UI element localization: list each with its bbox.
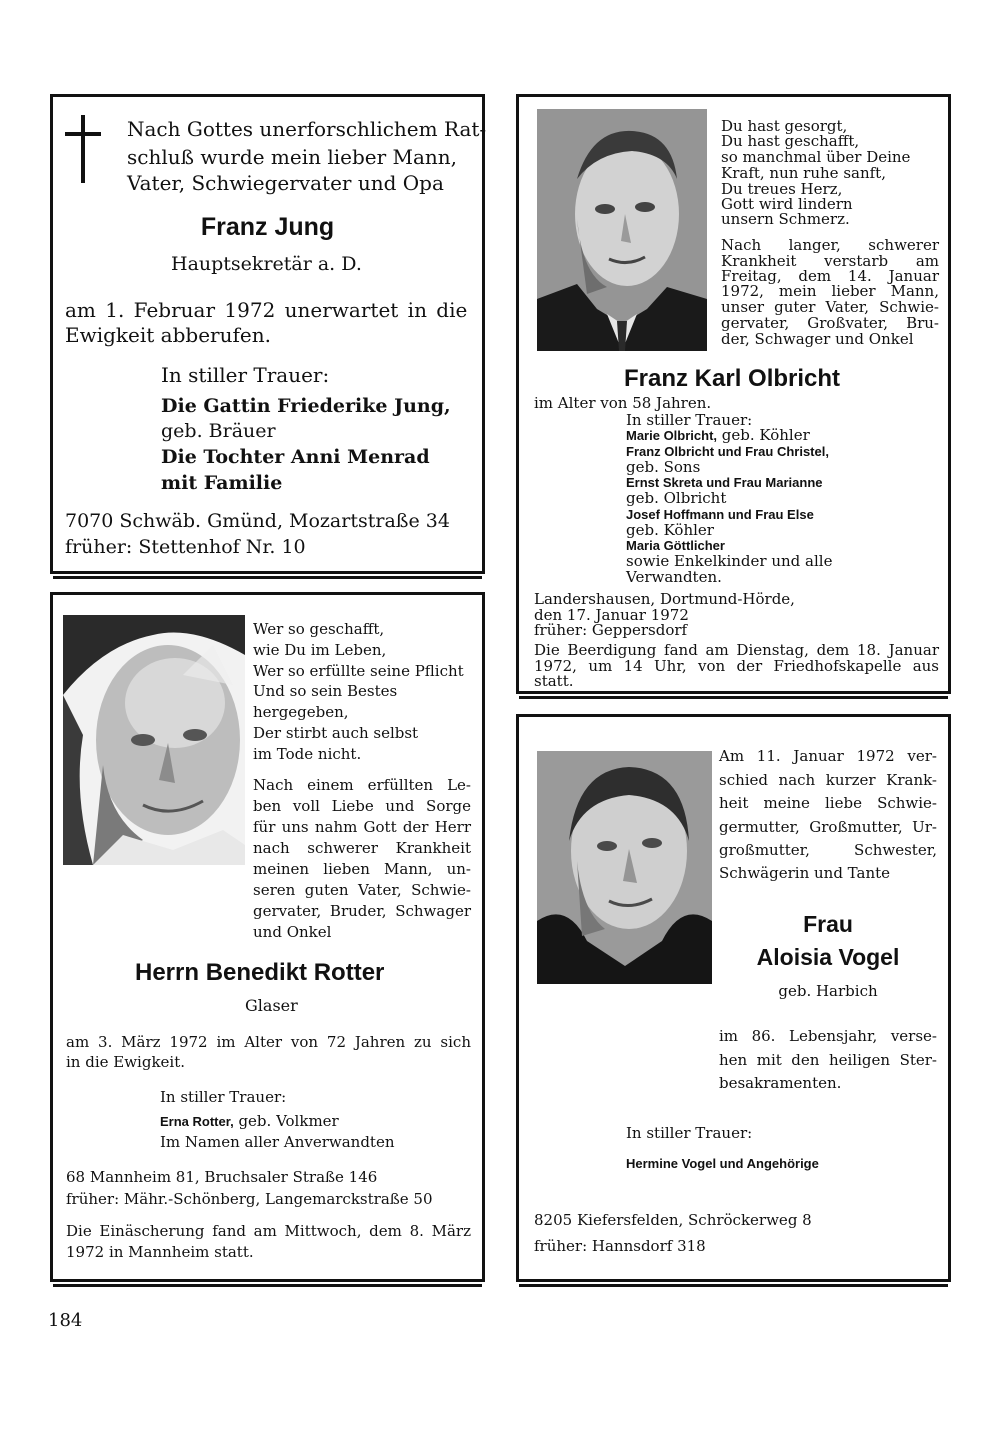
address-line: früher: Geppersdorf — [534, 621, 688, 639]
funeral-line: Die Beerdigung fand am Dienstag, dem 18. Januar — [534, 641, 939, 659]
poem-line: im Tode nicht. — [253, 745, 362, 763]
intro-line-1: Nach Gottes unerforschlichem Rat- — [127, 117, 487, 141]
mourner-line: geb. Sons — [626, 458, 701, 476]
poem-line: Gott wird lindern — [721, 195, 853, 213]
text-line: großmutter, Schwester, — [719, 841, 937, 859]
funeral-line: statt. — [534, 672, 574, 690]
text-line: Krankheit verstarb am — [721, 252, 939, 270]
date-line: am 3. März 1972 im Alter von 72 Jahren zu sich — [66, 1033, 471, 1051]
mourners: Hermine Vogel und Angehörige — [626, 1156, 819, 1171]
text-line: und Onkel — [253, 923, 332, 941]
deceased-title: Glaser — [245, 996, 298, 1015]
text2-line: im 86. Lebensjahr, verse- — [719, 1027, 937, 1045]
text2-line: besakramenten. — [719, 1074, 842, 1092]
poem-line: Du hast gesorgt, — [721, 117, 848, 135]
deceased-title: Hauptsekretär a. D. — [171, 253, 362, 275]
date-line-2: Ewigkeit abberufen. — [65, 323, 271, 347]
address-line: 8205 Kiefersfelden, Schröckerweg 8 — [534, 1211, 812, 1229]
deceased-name: Franz Jung — [200, 213, 335, 241]
intro-line-2: schluß wurde mein lieber Mann, — [127, 145, 458, 169]
portrait-photo — [537, 751, 712, 984]
text-line: Am 11. Januar 1972 ver- — [719, 747, 937, 765]
mourner-line: sowie Enkelkinder und alle — [626, 552, 833, 570]
portrait-photo — [63, 615, 245, 865]
mourner-line-1: Die Gattin Friederike Jung, — [161, 395, 451, 417]
mourner-line: geb. Olbricht — [626, 489, 727, 507]
address-line-1: 7070 Schwäb. Gmünd, Mozartstraße 34 — [65, 510, 450, 532]
poem-line: Du treues Herz, — [721, 180, 843, 198]
mourner-plain: geb. Volkmer — [233, 1112, 339, 1130]
intro-line-3: Vater, Schwiegervater und Opa — [127, 171, 444, 195]
text-line: Schwägerin und Tante — [719, 864, 891, 882]
mourner-line: Im Namen aller Anverwandten — [160, 1133, 395, 1151]
mourner-line: Franz Olbricht und Frau Christel, — [626, 444, 829, 459]
mourner-line-3: Die Tochter Anni Menrad — [161, 446, 430, 468]
text-line: gervater, Bruder, Schwager — [253, 902, 471, 920]
text-line: der, Schwager und Onkel — [721, 330, 914, 348]
text-line: Nach einem erfüllten Le- — [253, 776, 471, 794]
text-line: ben voll Liebe und Sorge — [253, 797, 471, 815]
mourner-plain: geb. Köhler — [717, 426, 810, 444]
mourning-label: In stiller Trauer: — [160, 1088, 287, 1106]
text-line: schied nach kurzer Krank- — [719, 771, 937, 789]
poem-line: hergegeben, — [253, 703, 349, 721]
text-line: heit meine liebe Schwie- — [719, 794, 937, 812]
mourner-bold: Marie Olbricht, — [626, 428, 718, 443]
text-line: nach schwerer Krankheit — [253, 839, 471, 857]
mourner-line — [626, 428, 810, 443]
address-line-2: früher: Stettenhof Nr. 10 — [65, 536, 306, 558]
text-line: germutter, Großmutter, Ur- — [719, 818, 937, 836]
mourner-line — [160, 1114, 339, 1129]
poem-line: Du hast geschafft, — [721, 132, 860, 150]
mourner-bold: Erna Rotter, — [160, 1114, 234, 1129]
mourner-line: Maria Göttlicher — [626, 538, 725, 553]
address-line: Landershausen, Dortmund-Hörde, — [534, 590, 795, 608]
deceased-name: Herrn Benedikt Rotter — [135, 959, 385, 986]
mourner-line-2: geb. Bräuer — [161, 420, 276, 442]
notice-franz-karl-olbricht — [516, 94, 951, 694]
mourner-line: geb. Köhler — [626, 521, 714, 539]
text-line: gervater, Großvater, Bru- — [721, 314, 939, 332]
address-line: früher: Hannsdorf 318 — [534, 1237, 706, 1255]
page-number: 184 — [48, 1310, 83, 1331]
notice-aloisia-vogel — [516, 714, 951, 1282]
mourner-line-4: mit Familie — [161, 472, 283, 494]
address-line: 68 Mannheim 81, Bruchsaler Straße 146 — [66, 1168, 378, 1186]
deceased-name: Aloisia Vogel — [756, 944, 900, 970]
text-line: meinen lieben Mann, un- — [253, 860, 471, 878]
cremation-line: Die Einäscherung fand am Mittwoch, dem 8. März — [66, 1222, 471, 1240]
text-line: 1972, mein lieber Mann, — [721, 282, 939, 300]
age-line: im Alter von 58 Jahren. — [534, 394, 712, 412]
deceased-name: Franz Karl Olbricht — [624, 365, 841, 392]
salutation: Frau — [803, 911, 853, 937]
poem-line: so manchmal über Deine — [721, 148, 911, 166]
poem-line: wie Du im Leben, — [253, 641, 387, 659]
poem-line: Wer so erfüllte seine Pflicht — [253, 662, 464, 680]
mourning-label: In stiller Trauer: — [161, 363, 330, 387]
date-line: in die Ewigkeit. — [66, 1053, 186, 1071]
poem-line: Und so sein Bestes — [253, 682, 398, 700]
poem-line: unsern Schmerz. — [721, 210, 850, 228]
mourner-line: Josef Hoffmann und Frau Else — [626, 507, 814, 522]
maiden-name: geb. Harbich — [778, 982, 878, 1000]
poem-line: Wer so geschafft, — [253, 620, 385, 638]
poem-line: Kraft, nun ruhe sanft, — [721, 164, 886, 182]
cross-icon — [65, 115, 101, 183]
text-line: für uns nahm Gott der Herr — [253, 818, 471, 836]
funeral-line: 1972, um 14 Uhr, von der Friedhofskapelle aus — [534, 657, 939, 675]
text-line: Nach langer, schwerer — [721, 236, 939, 254]
text-line: Freitag, dem 14. Januar — [721, 267, 939, 285]
mourner-line: Verwandten. — [626, 568, 722, 586]
date-line-1: am 1. Februar 1972 unerwartet in die — [65, 298, 468, 322]
address-line: den 17. Januar 1972 — [534, 606, 689, 624]
mourning-label: In stiller Trauer: — [626, 411, 753, 429]
portrait-photo — [537, 109, 707, 351]
mourning-label: In stiller Trauer: — [626, 1124, 753, 1142]
cremation-line: 1972 in Mannheim statt. — [66, 1243, 254, 1261]
text2-line: hen mit den heiligen Ster- — [719, 1051, 937, 1069]
text-line: unser guter Vater, Schwie- — [721, 298, 939, 316]
notice-benedikt-rotter — [50, 592, 485, 1282]
notice-franz-jung — [50, 94, 485, 574]
text-line: seren guten Vater, Schwie- — [253, 881, 471, 899]
address-line: früher: Mähr.-Schönberg, Langemarckstraße 50 — [66, 1190, 433, 1208]
mourner-line: Ernst Skreta und Frau Marianne — [626, 475, 823, 490]
poem-line: Der stirbt auch selbst — [253, 724, 419, 742]
